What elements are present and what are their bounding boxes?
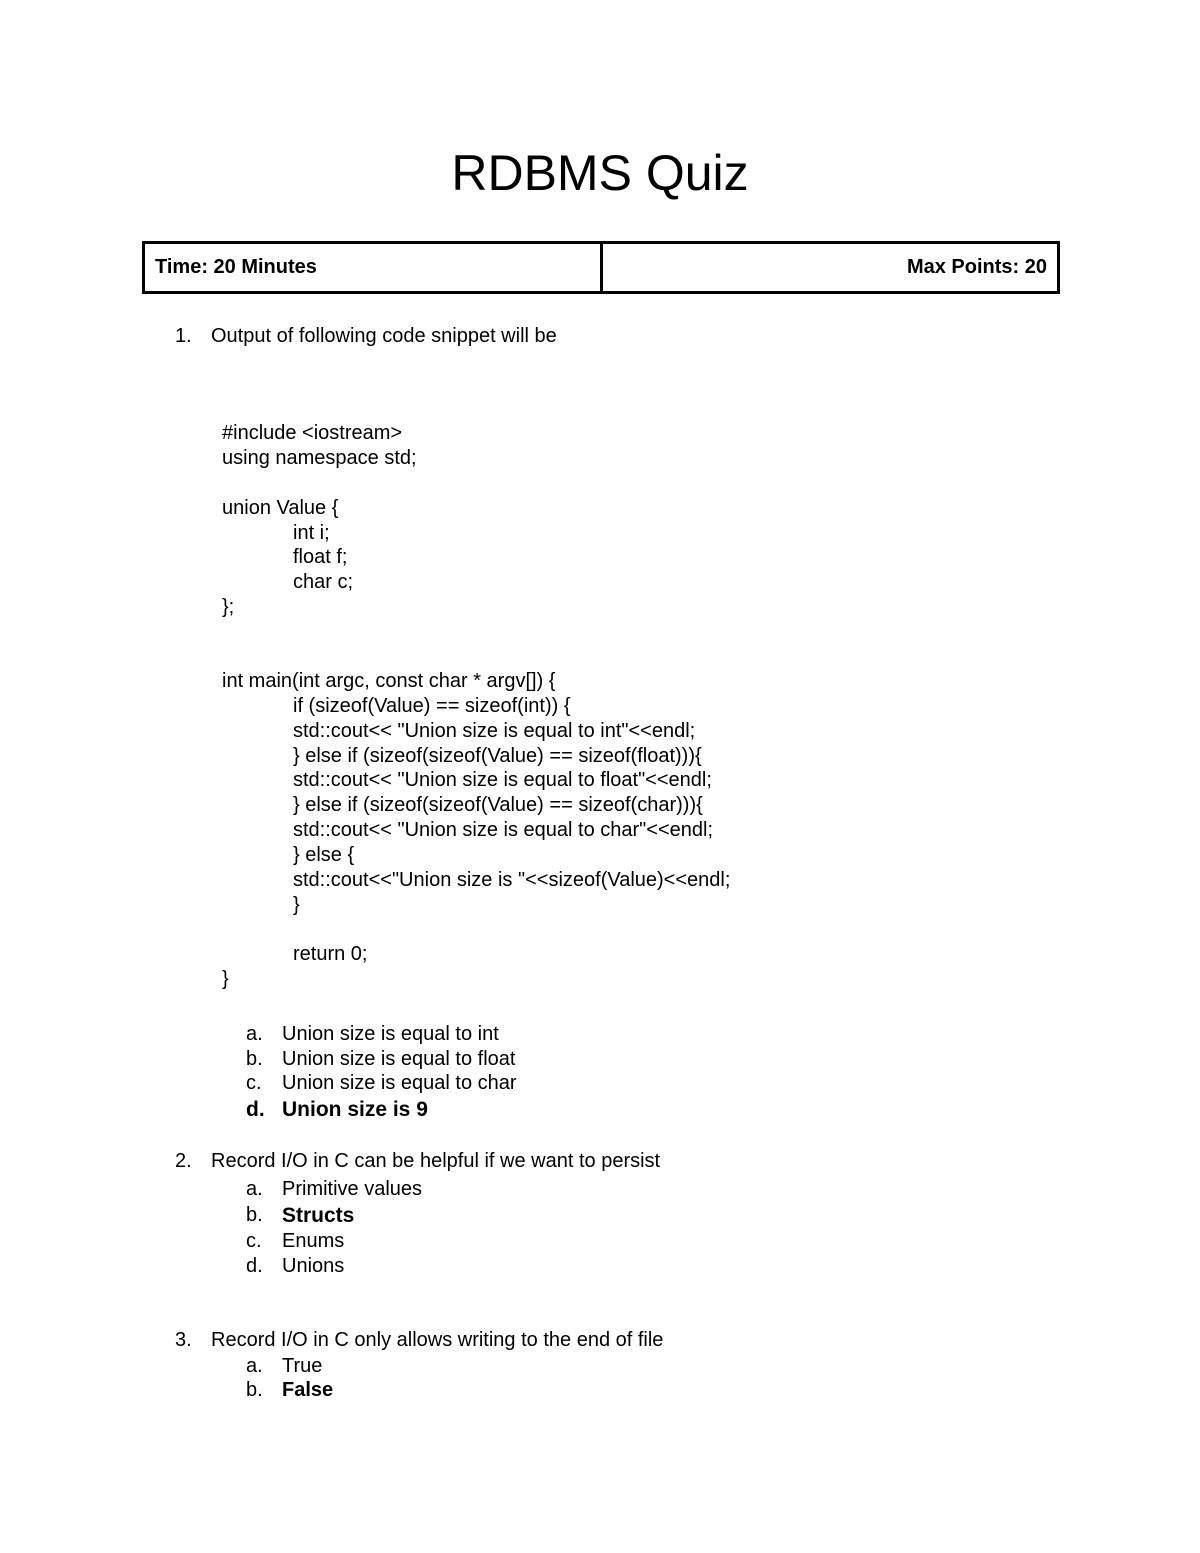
- option-text-correct: Union size is 9: [282, 1098, 428, 1121]
- code-line: using namespace std;: [222, 447, 417, 469]
- option-text-correct: False: [282, 1379, 334, 1401]
- option-text: Primitive values: [282, 1178, 423, 1200]
- quiz-title: RDBMS Quiz: [451, 145, 749, 201]
- option-letter: c.: [246, 1072, 262, 1094]
- option-letter: d.: [246, 1098, 265, 1121]
- code-line: if (sizeof(Value) == sizeof(int)) {: [293, 695, 571, 717]
- max-points: Max Points: 20: [906, 256, 1047, 278]
- code-line: };: [222, 596, 235, 618]
- question-3-text: Record I/O in C only allows writing to the end of file: [211, 1329, 664, 1351]
- code-line: } else if (sizeof(sizeof(Value) == sizeof(float))){: [293, 745, 702, 767]
- option-text: Unions: [282, 1255, 345, 1277]
- code-line: std::cout<< "Union size is equal to char"<<endl;: [293, 819, 714, 841]
- code-line: #include <iostream>: [222, 422, 403, 444]
- question-1-number: 1.: [175, 325, 192, 347]
- option-text-correct: Structs: [282, 1204, 355, 1227]
- option-letter: a.: [246, 1023, 263, 1045]
- option-letter: b.: [246, 1204, 263, 1226]
- code-line: char c;: [293, 571, 354, 593]
- code-line: } else {: [293, 844, 355, 866]
- code-line: }: [293, 894, 300, 916]
- option-text: Union size is equal to int: [282, 1023, 499, 1045]
- code-line: return 0;: [293, 943, 368, 965]
- option-letter: c.: [246, 1230, 262, 1252]
- option-letter: b.: [246, 1379, 263, 1401]
- code-line: std::cout<< "Union size is equal to int"<<endl;: [293, 720, 696, 742]
- code-line: }: [222, 968, 229, 990]
- question-2-text: Record I/O in C can be helpful if we want to persist: [211, 1150, 661, 1172]
- option-text: Union size is equal to float: [282, 1048, 516, 1070]
- question-3-number: 3.: [175, 1329, 192, 1351]
- option-text: Enums: [282, 1230, 345, 1252]
- question-2-number: 2.: [175, 1150, 192, 1172]
- option-text: Union size is equal to char: [282, 1072, 517, 1094]
- code-line: int i;: [293, 522, 330, 544]
- option-letter: a.: [246, 1355, 263, 1377]
- code-line: } else if (sizeof(sizeof(Value) == sizeof(char))){: [293, 794, 703, 816]
- option-text: True: [282, 1355, 323, 1377]
- code-line: int main(int argc, const char * argv[]) {: [222, 670, 556, 692]
- question-1-text: Output of following code snippet will be: [211, 325, 557, 347]
- option-letter: b.: [246, 1048, 263, 1070]
- code-line: std::cout<<"Union size is "<<sizeof(Value)<<endl;: [293, 869, 731, 891]
- option-letter: a.: [246, 1178, 263, 1200]
- option-letter: d.: [246, 1255, 263, 1277]
- code-line: float f;: [293, 546, 348, 568]
- time-limit: Time: 20 Minutes: [145, 244, 603, 291]
- quiz-info-table: [142, 241, 1060, 294]
- code-line: std::cout<< "Union size is equal to float"<<endl;: [293, 769, 712, 791]
- code-line: union Value {: [222, 497, 339, 519]
